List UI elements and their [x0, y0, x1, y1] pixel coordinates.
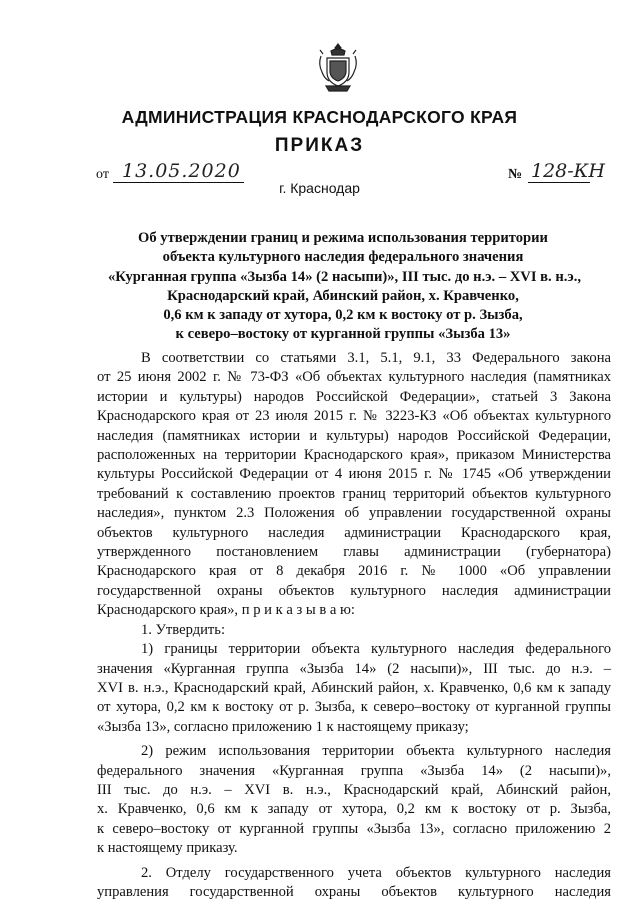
text-line: значения «Курганная группа «Зызба 14» (2 насыпи)», III тыс. до н.э. –: [97, 660, 611, 677]
text-line: х. Кравченко, 0,6 км к западу от хутора, 0,2 км к востоку от р. Зызба,: [97, 801, 611, 818]
text-line: утвержденного постановлением главы администрации (губернатора): [97, 544, 611, 561]
text-line: культуры Российской Федерации от 4 июня 2015 г. № 1745 «Об утверждении: [97, 466, 611, 483]
text-line: «Зызба 13», согласно приложению 1 к настоящему приказу;: [97, 718, 469, 735]
text-line: 2) режим использования территории объекта культурного наследия: [141, 743, 611, 760]
document-body: [97, 349, 611, 902]
text-line: от 25 июня 2002 г. № 73-ФЗ «Об объектах культурного наследия (памятниках: [97, 369, 611, 386]
text-line: В соответствии со статьями 3.1, 5.1, 9.1, 33 Федерального закона: [141, 350, 611, 366]
text-line: федерального значения «Курганная группа «Зызба 14» (2 насыпи)»,: [97, 762, 611, 779]
title-line: «Курганная группа «Зызба 14» (2 насыпи)», III тыс. до н.э. – XVI в. н.э.,: [108, 268, 582, 285]
text-line: III тыс. до н.э. – XVI в. н.э., Краснодарский край, Абинский район,: [97, 781, 611, 798]
text-line: Краснодарского края от 8 декабря 2016 г. № 1000 «Об управлении: [97, 563, 611, 580]
title-line: 0,6 км к западу от хутора, 0,2 км к востоку от р. Зызба,: [163, 307, 523, 324]
text-line: управления государственной охраны объектов культурного наследия: [97, 883, 611, 900]
text-line: Краснодарского края», п р и к а з ы в а ю:: [97, 602, 355, 619]
organization-name: АДМИНИСТРАЦИЯ КРАСНОДАРСКОГО КРАЯ: [121, 107, 518, 127]
text-line: государственной охраны объектов культурного наследия администрации: [97, 582, 611, 599]
number-value: 128-КН: [531, 160, 605, 182]
text-line: наследия», пунктом 2.3 Положения об управлении государственной охраны: [97, 505, 611, 522]
city-name: г. Краснодар: [279, 180, 360, 196]
title-line: Краснодарский край, Абинский район, х. Кравченко,: [167, 287, 519, 304]
item-1-1-paragraph: [97, 640, 611, 737]
preamble-paragraph: [97, 349, 611, 621]
date-label: от: [96, 167, 109, 182]
item-1-2-paragraph: [97, 742, 611, 858]
text-line: к северо–востоку от курганной группы «Зызба 13», согласно приложению 2: [97, 820, 611, 837]
title-line: объекта культурного наследия федерального значения: [162, 249, 524, 266]
date-value: 13.05.2020: [122, 160, 241, 182]
text-line: от хутора, 0,2 км к востоку от р. Зызба, к северо–востоку от курганной группы: [97, 699, 611, 716]
text-line: наследия (памятниках истории и культуры) народов Российской Федерации,: [97, 427, 611, 444]
text-line: объектов культурного наследия администрации Краснодарского края,: [97, 524, 611, 541]
text-line: расположенных на территории Краснодарского края», приказом Министерства: [97, 447, 611, 464]
document-type: ПРИКАЗ: [274, 135, 365, 156]
item-1-paragraph: [97, 621, 611, 640]
title-line: к северо–востоку от курганной группы «Зызба 13»: [175, 326, 511, 343]
text-line: 1. Утвердить:: [141, 621, 226, 638]
text-line: к настоящему приказу.: [97, 840, 238, 857]
coat-of-arms-icon: [317, 42, 359, 94]
title-line: Об утверждении границ и режима использования территории: [138, 230, 548, 246]
text-line: истории и культуры) народов Российской Федерации», статьей 3 Закона: [97, 388, 611, 405]
item-2-paragraph: [97, 864, 611, 902]
text-line: требований к составлению проектов границ территорий объектов культурного: [97, 485, 611, 502]
text-line: XVI в. н.э., Краснодарский край, Абинский район, х. Кравченко, 0,6 км к западу: [97, 679, 611, 696]
document-title: [108, 229, 582, 345]
text-line: Краснодарского края от 23 июля 2015 г. № 3223-КЗ «Об объектах культурного: [97, 408, 611, 425]
text-line: 2. Отделу государственного учета объектов культурного наследия: [141, 864, 611, 881]
number-label: №: [508, 167, 523, 182]
text-line: 1) границы территории объекта культурного наследия федерального: [141, 641, 611, 658]
